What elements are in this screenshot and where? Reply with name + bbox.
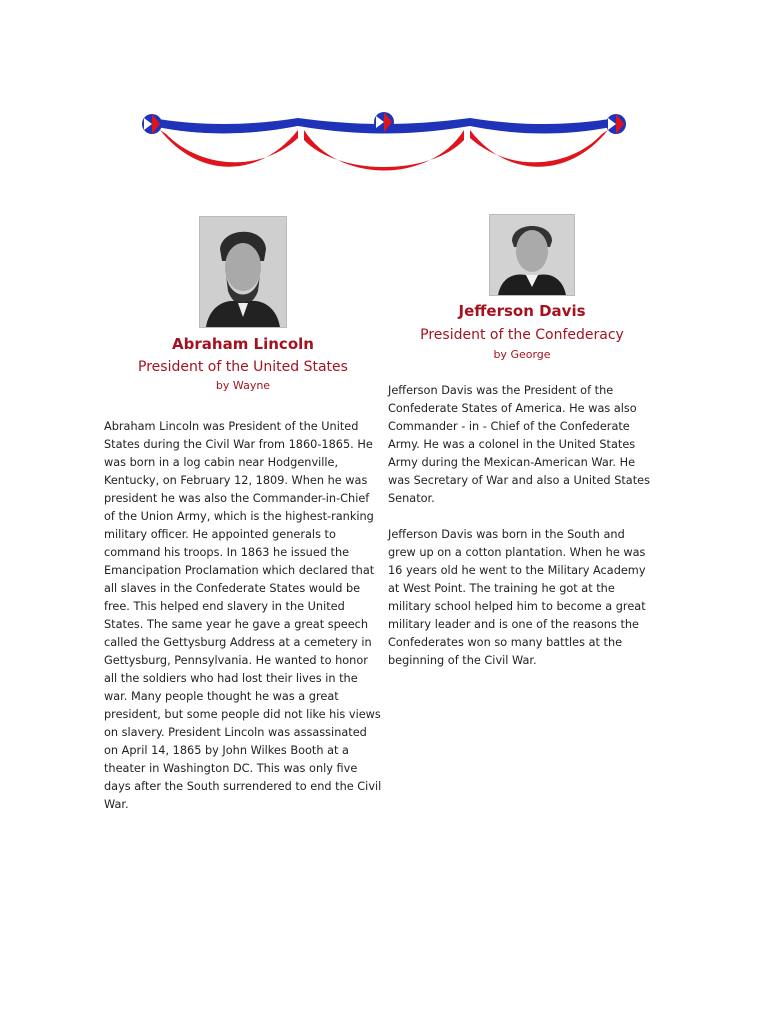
davis-column: [388, 214, 656, 670]
bunting-left-swag: [152, 118, 298, 167]
davis-byline: by George: [493, 348, 551, 361]
davis-role: President of the Confederacy: [420, 327, 624, 343]
lincoln-paragraph: Abraham Lincoln was President of the United States during the Civil War from 1860-1865. He was born in a log cabin near Hodgenville, Kentucky, on February 12, 1809. When he was president he was also the Commander-in-Chief of the Union Army, which is the highest-ranking military officer. He appointed generals to command his troops. In 1863 he issued the Emancipation Proclamation which declared that all slaves in the Confederate States would be free. This helped end slavery in the United States. The same year he gave a great speech called the Gettysburg Address at a cemetery in Gettysburg, Pennsylvania. He wanted to honor all the soldiers who had lost their lives in the war. Many people thought he was a great president, but some people did not like his views on slavery. President Lincoln was assassinated on April 14, 1865 by John Wilkes Booth at a theater in Washington DC. This was only five days after the South surrendered to end the Civil War.: [104, 420, 382, 811]
bunting-right-swag: [470, 118, 616, 167]
rosette-right-icon: [606, 114, 626, 134]
davis-body: [388, 382, 656, 670]
davis-portrait: [489, 214, 575, 296]
lincoln-column: [104, 214, 382, 814]
lincoln-body: [104, 418, 382, 814]
davis-paragraph-1: Jefferson Davis was the President of the Confederate States of America. He was also Commander - in - Chief of the Confederate Army. He was a colonel in the United States Army during the Mexican-American War. He was Secretary of War and also a United States Senator.: [388, 384, 650, 505]
davis-name: Jefferson Davis: [458, 302, 586, 320]
lincoln-portrait: [199, 216, 287, 328]
rosette-left-icon: [142, 114, 162, 134]
rosette-center-icon: [374, 112, 394, 132]
lincoln-role: President of the United States: [138, 359, 348, 375]
patriotic-bunting: [138, 108, 630, 196]
lincoln-byline: by Wayne: [215, 379, 271, 392]
lincoln-name: Abraham Lincoln: [172, 335, 314, 353]
davis-paragraph-2: Jefferson Davis was born in the South and grew up on a cotton plantation. When he was 16 years old he went to the Military Academy at West Point. The training he got at the military school helped him to become a great military leader and is one of the reasons the Confederates won so many battles at the beginning of the Civil War.: [388, 528, 646, 667]
